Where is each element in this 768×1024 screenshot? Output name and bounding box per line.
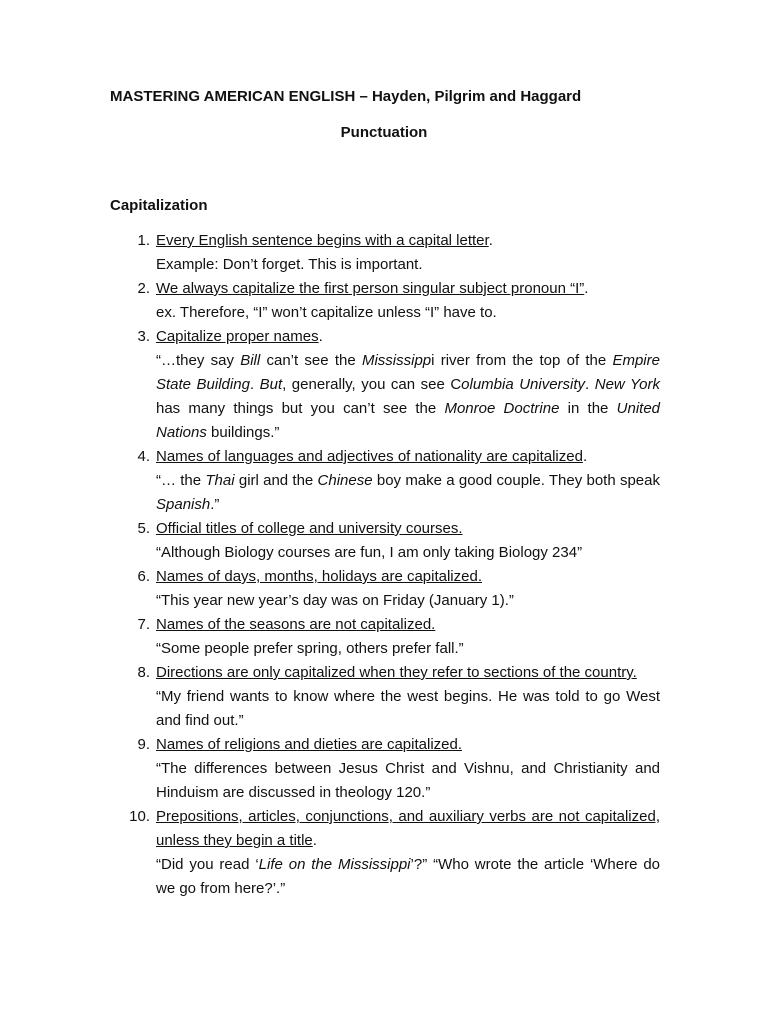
rule-example	[156, 757, 660, 805]
rule-statement-suffix: .	[318, 328, 323, 345]
rule-statement-underlined: Capitalize proper names	[156, 328, 319, 345]
rule-statement-underlined: Official titles of college and university courses.	[156, 520, 463, 537]
rule-statement-underlined: Names of religions and dieties are capitalized.	[156, 736, 462, 753]
rule-number: 1.	[137, 232, 150, 249]
example-text-segment: buildings.”	[206, 424, 280, 441]
rule-statement	[156, 445, 660, 469]
example-text-segment: “This year new year’s day was on Friday (January 1).”	[156, 592, 514, 609]
rule-example	[156, 349, 660, 445]
example-text-segment: “The differences between Jesus Christ and Vishnu, and Christianity and Hinduism are discussed in theology 120.”	[156, 760, 660, 801]
example-text-segment: olumbia University	[461, 376, 586, 393]
example-text-segment: “Although Biology courses are fun, I am only taking Biology 234”	[156, 544, 583, 561]
rule-number: 7.	[137, 616, 150, 633]
rule-statement	[156, 565, 660, 589]
rule-item	[110, 277, 660, 325]
rule-statement-underlined: Prepositions, articles, conjunctions, and auxiliary verbs are not capitalized, unless they begin a title	[156, 808, 660, 849]
rule-statement-underlined: Names of days, months, holidays are capitalized.	[156, 568, 482, 585]
rule-statement	[156, 733, 660, 757]
rule-statement-underlined: Directions are only capitalized when they refer to sections of the country.	[156, 664, 637, 681]
example-text-segment: Empire State Building	[156, 352, 660, 393]
rule-statement-suffix: .	[584, 280, 589, 297]
example-text-segment: “Did you read ‘	[156, 856, 259, 873]
example-text-segment: Mississipp	[361, 352, 432, 369]
rule-statement	[156, 229, 660, 253]
rule-example	[156, 637, 660, 661]
example-text-segment: boy make a good couple. They both speak	[372, 472, 660, 489]
example-text-segment: i river from the top of the	[431, 352, 613, 369]
example-text-segment: can’t see the	[260, 352, 362, 369]
rule-example	[156, 853, 660, 901]
rule-item	[110, 661, 660, 733]
example-text-segment: Life on the Mississippi	[258, 856, 411, 873]
rule-number: 5.	[137, 520, 150, 537]
rule-item	[110, 613, 660, 661]
example-text-segment: .	[249, 376, 260, 393]
rule-statement	[156, 517, 660, 541]
rule-number: 8.	[137, 664, 150, 681]
example-text-segment: Bill	[240, 352, 261, 369]
example-text-segment: Monroe Doctrine	[444, 400, 560, 417]
rule-number: 2.	[137, 280, 150, 297]
rule-statement	[156, 805, 660, 853]
rule-statement-underlined: We always capitalize the first person singular subject pronoun “I”	[156, 280, 585, 297]
rule-statement	[156, 277, 660, 301]
rule-number: 10.	[129, 808, 150, 825]
rule-statement-underlined: Names of the seasons are not capitalized.	[156, 616, 436, 633]
rule-statement-suffix: .	[312, 832, 317, 849]
rule-statement-underlined: Names of languages and adjectives of nationality are capitalized	[156, 448, 583, 465]
example-text-segment: But	[259, 376, 283, 393]
rule-statement-suffix: .	[488, 232, 493, 249]
rule-item	[110, 445, 660, 517]
document-subtitle: Punctuation	[340, 124, 428, 141]
example-text-segment: Chinese	[317, 472, 373, 489]
example-text-segment: “Some people prefer spring, others prefer fall.”	[156, 640, 464, 657]
rule-statement	[156, 325, 660, 349]
example-text-segment: C	[450, 376, 462, 393]
example-text-segment: ’?” “Who wrote the article ‘Where do we go from here?’.”	[156, 856, 661, 897]
rule-example	[156, 253, 660, 277]
capitalization-rules-list	[110, 229, 660, 901]
example-text-segment: , generally, you can see	[282, 376, 451, 393]
example-text-segment: “… the	[156, 472, 206, 489]
document-title: MASTERING AMERICAN ENGLISH – Hayden, Pilgrim and Haggard	[110, 88, 582, 105]
rule-item	[110, 805, 660, 901]
rule-number: 4.	[137, 448, 150, 465]
example-text-segment: in the	[559, 400, 617, 417]
rule-example	[156, 301, 660, 325]
rule-number: 6.	[137, 568, 150, 585]
rule-statement	[156, 661, 660, 685]
example-text-segment: has many things but you can’t see the	[156, 400, 445, 417]
example-text-segment: United Nations	[156, 400, 660, 441]
example-text-segment: Example: Don’t forget. This is important.	[156, 256, 423, 273]
rule-example	[156, 541, 660, 565]
rule-example	[156, 469, 660, 517]
rule-statement-suffix: .	[582, 448, 588, 465]
section-heading: Capitalization	[110, 197, 208, 214]
example-text-segment: girl and the	[234, 472, 318, 489]
example-text-segment: “My friend wants to know where the west begins. He was told to go West and find out.”	[156, 688, 660, 729]
rule-item	[110, 229, 660, 277]
example-text-segment: Thai	[205, 472, 235, 489]
rule-number: 3.	[137, 328, 150, 345]
example-text-segment: ex. Therefore, “I” won’t capitalize unless “I” have to.	[156, 304, 497, 321]
example-text-segment: .	[585, 376, 595, 393]
rule-item	[110, 565, 660, 613]
rule-item	[110, 325, 660, 445]
rule-item	[110, 517, 660, 565]
rule-statement	[156, 613, 660, 637]
example-text-segment: “…they say	[156, 352, 241, 369]
example-text-segment: Spanish	[156, 496, 211, 513]
rule-example	[156, 589, 660, 613]
example-text-segment: .”	[210, 496, 220, 513]
rule-item	[110, 733, 660, 805]
rule-example	[156, 685, 660, 733]
rule-number: 9.	[137, 736, 150, 753]
rule-statement-underlined: Every English sentence begins with a capital letter	[156, 232, 489, 249]
example-text-segment: New York	[594, 376, 660, 393]
